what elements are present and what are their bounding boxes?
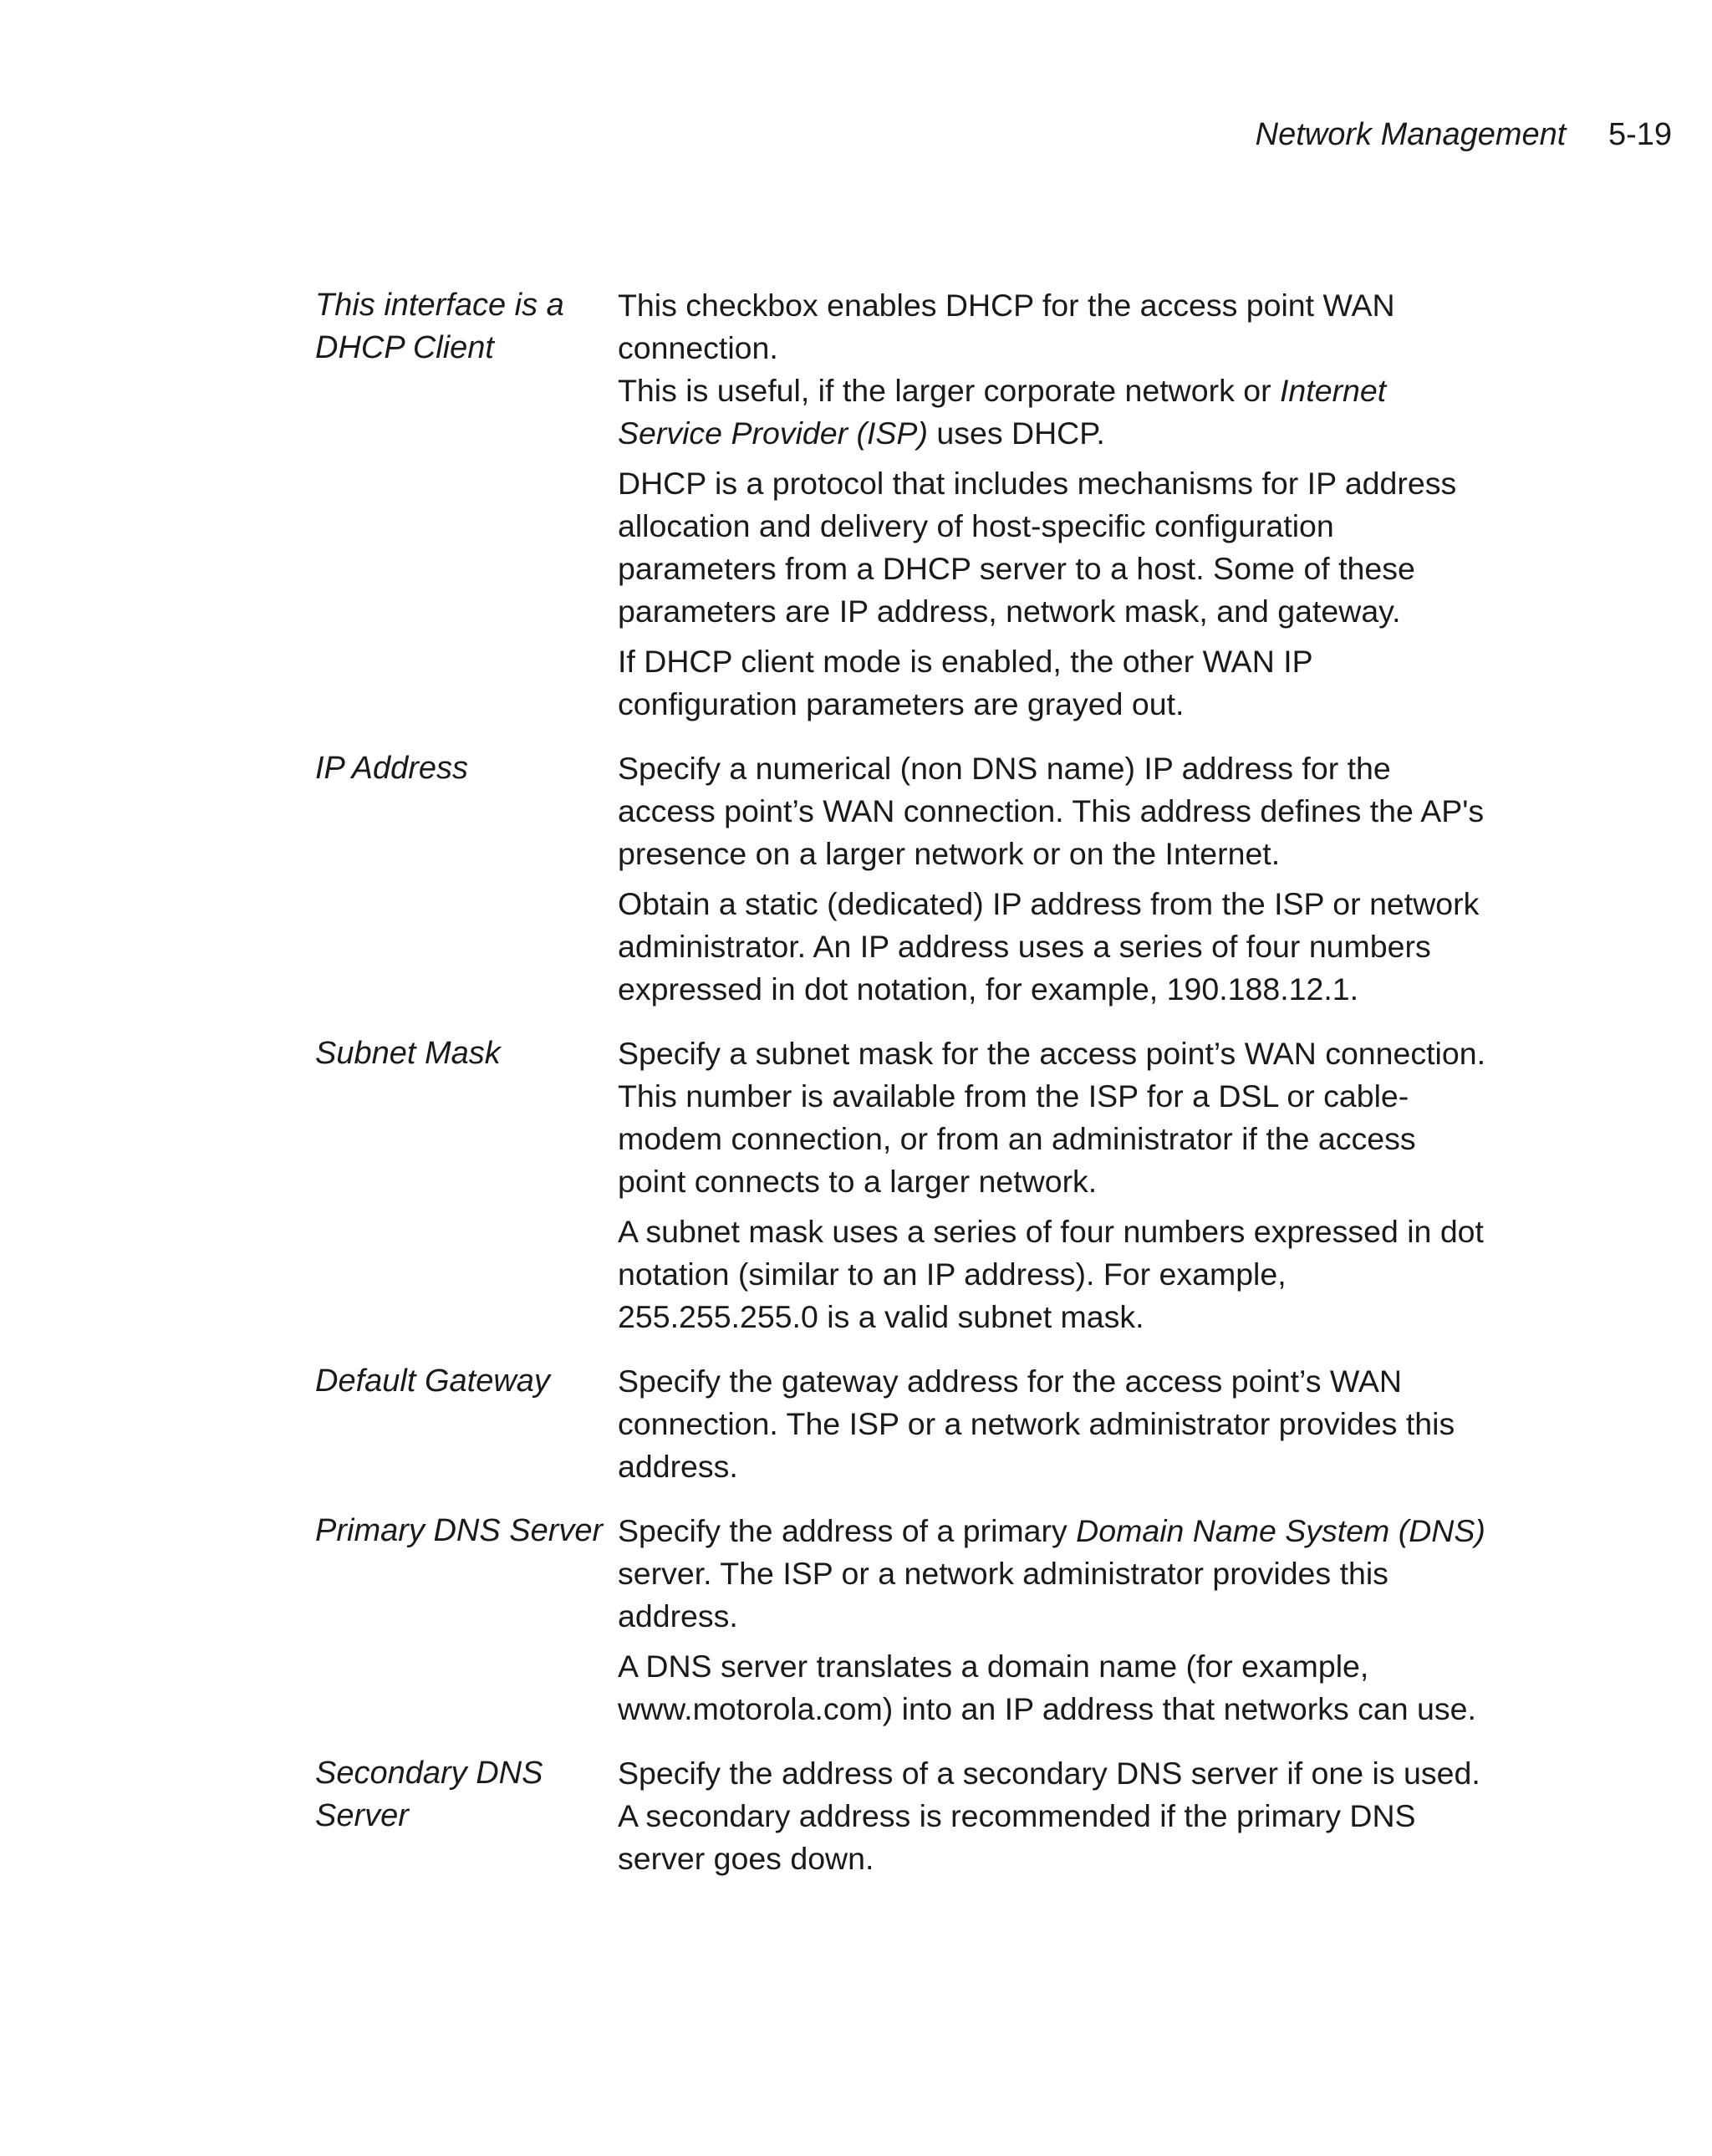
- description-paragraph: Obtain a static (dedicated) IP address from the ISP or network administrator. An IP address uses a series of four numbers expressed in dot notation, for example, 190.188.12.1.: [618, 886, 1480, 1007]
- description-paragraph: Specify a numerical (non DNS name) IP address for the access point’s WAN connection. This address defines the AP's presence on a larger network or on the Internet.: [618, 751, 1485, 871]
- definition-table: [315, 284, 1502, 1902]
- term-primary-dns: [315, 1510, 618, 1730]
- text-run: uses DHCP.: [927, 415, 1105, 451]
- description-primary-dns: [618, 1510, 1487, 1730]
- term-ip-address: [315, 747, 618, 1011]
- description-paragraph: [618, 284, 1487, 455]
- term-dhcp-client: [315, 284, 618, 726]
- page-number: 5-19: [1608, 117, 1672, 152]
- running-header: [1256, 115, 1672, 154]
- description-paragraph: Specify a subnet mask for the access point’s WAN connection. This number is available from the ISP for a DSL or cable-modem connection, or from an administrator if the access point connects to a larger network.: [618, 1036, 1486, 1199]
- definition-entry-subnet-mask: [315, 1032, 1502, 1338]
- term-secondary-dns: [315, 1752, 618, 1880]
- description-paragraph: A subnet mask uses a series of four numbers expressed in dot notation (similar to an IP address). For example, 255.255.255.0 is a valid subnet mask.: [618, 1214, 1484, 1334]
- text-run: server. The ISP or a network administrator provides this address.: [618, 1556, 1388, 1634]
- emphasis-dns: Domain Name System (DNS): [1076, 1513, 1485, 1548]
- description-paragraph: Specify the gateway address for the access point’s WAN connection. The ISP or a network administrator provides this address.: [618, 1363, 1455, 1484]
- description-secondary-dns: [618, 1752, 1487, 1880]
- term-line: Server: [315, 1798, 409, 1833]
- term-line: DHCP Client: [315, 330, 494, 365]
- description-default-gateway: [618, 1360, 1487, 1488]
- term-line: This interface is a: [315, 288, 564, 323]
- description-paragraph: If DHCP client mode is enabled, the other WAN IP configuration parameters are grayed out.: [618, 644, 1312, 721]
- description-paragraph: A DNS server translates a domain name (for example, www.motorola.com) into an IP address that networks can use.: [618, 1649, 1476, 1726]
- section-title: Network Management: [1255, 117, 1567, 152]
- term-line: Subnet Mask: [315, 1036, 501, 1071]
- term-line: Secondary DNS: [315, 1756, 543, 1791]
- description-ip-address: [618, 747, 1487, 1011]
- term-line: Primary DNS Server: [315, 1513, 604, 1548]
- description-paragraph: Specify the address of a secondary DNS server if one is used. A secondary address is recommended if the primary DNS server goes down.: [618, 1756, 1480, 1876]
- text-run: This is useful, if the larger corporate network or: [618, 373, 1281, 408]
- term-line: IP Address: [315, 751, 469, 786]
- text-run: Specify the address of a primary: [618, 1513, 1077, 1548]
- term-line: Default Gateway: [315, 1363, 550, 1399]
- text-run: This checkbox enables DHCP for the access point WAN connection.: [618, 288, 1395, 365]
- description-paragraph: DHCP is a protocol that includes mechanisms for IP address allocation and delivery of host-specific configuration parameters from a DHCP server to a host. Some of these parameters are IP address, network mask, and gateway.: [618, 466, 1457, 629]
- term-subnet-mask: [315, 1032, 618, 1338]
- definition-entry-default-gateway: [315, 1360, 1502, 1488]
- description-dhcp-client: [618, 284, 1487, 726]
- definition-entry-secondary-dns: [315, 1752, 1502, 1880]
- definition-entry-ip-address: [315, 747, 1502, 1011]
- term-default-gateway: [315, 1360, 618, 1488]
- description-paragraph: [618, 1510, 1487, 1638]
- description-subnet-mask: [618, 1032, 1487, 1338]
- definition-entry-dhcp-client: [315, 284, 1502, 726]
- emphasis-isp: Internet Service Provider (ISP): [618, 373, 1387, 451]
- definition-entry-primary-dns: [315, 1510, 1502, 1730]
